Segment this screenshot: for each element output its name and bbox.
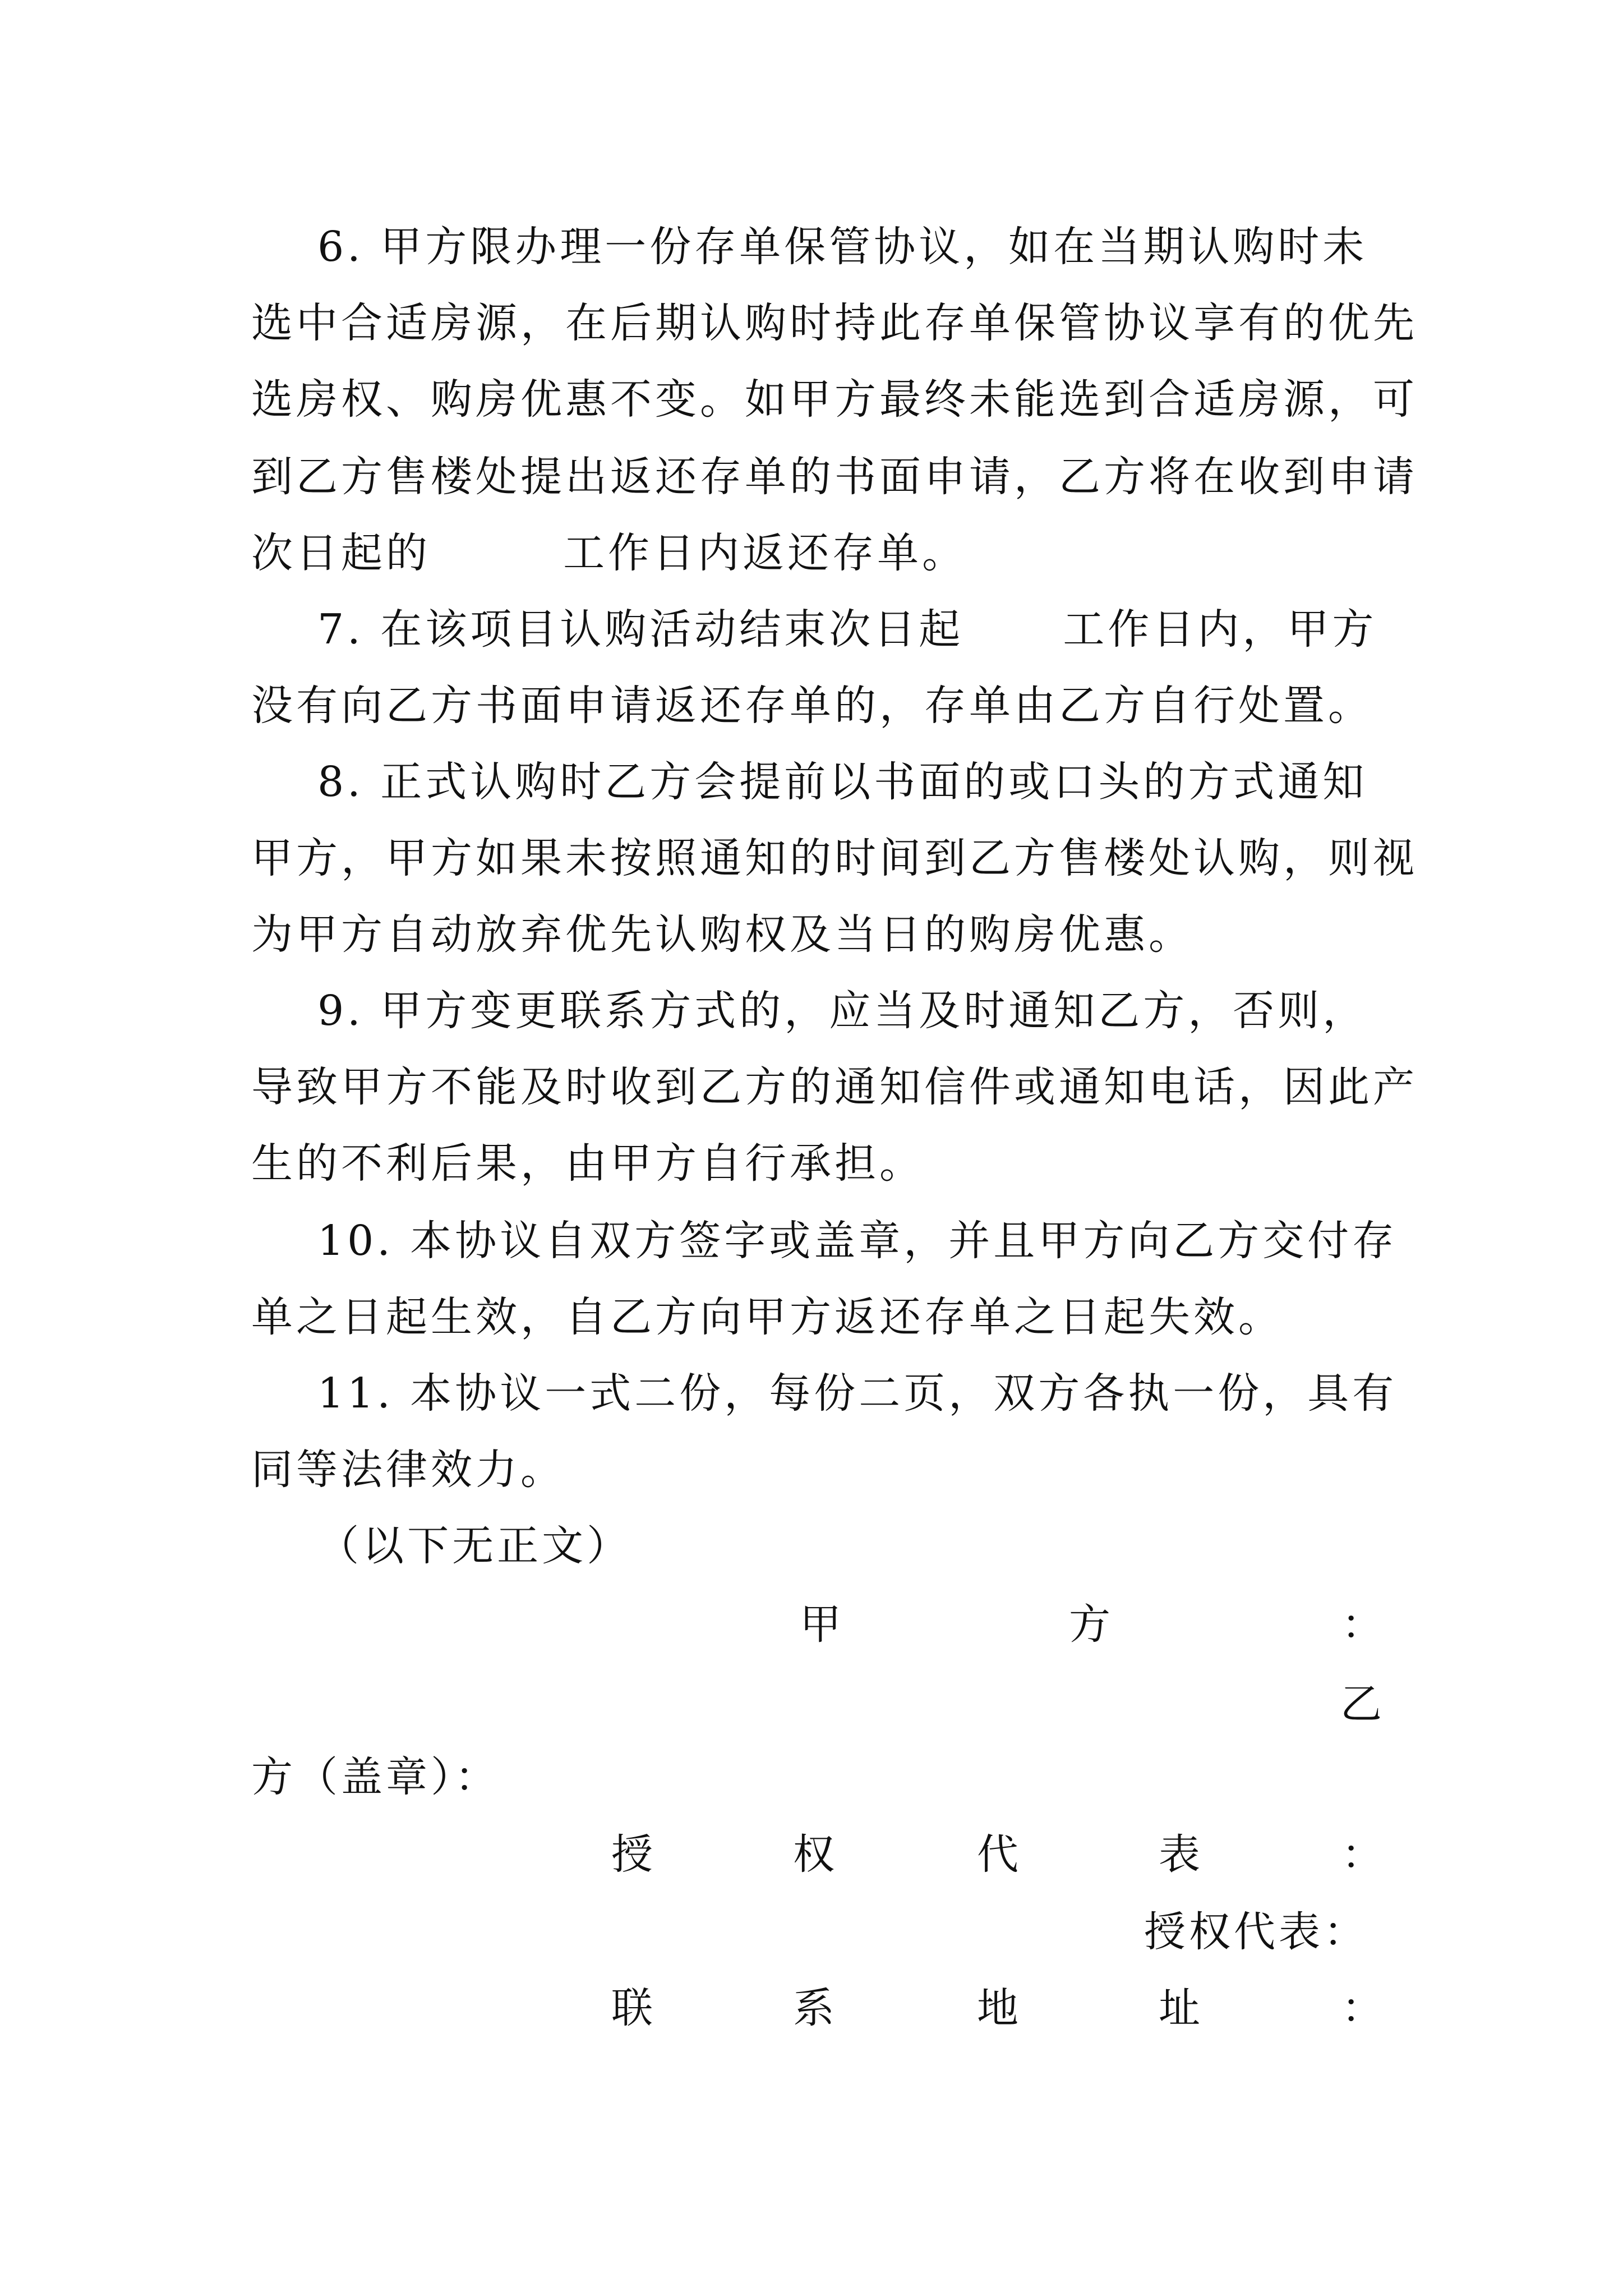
paragraph-line: 到乙方售楼处提出返还存单的书面申请，乙方将在收到申请 xyxy=(251,453,1418,501)
paragraph-line: 6. 甲方限办理一份存单保管协议，如在当期认购时未 xyxy=(251,223,1368,271)
auth-rep-char-3: 代 xyxy=(977,1830,1018,1879)
paragraph-line: 为甲方自动放弃优先认购权及当日的购房优惠。 xyxy=(251,910,1193,959)
paragraph-line: 生的不利后果，由甲方自行承担。 xyxy=(251,1139,924,1188)
paragraph-line: 次日起的 工作日内返还存单。 xyxy=(251,529,967,577)
paragraph-line: 11. 本协议一式二份，每份二页，双方各执一份，具有 xyxy=(251,1369,1398,1418)
party-b-seal-label: 方（盖章）： xyxy=(251,1753,500,1801)
paragraph-line: 选中合适房源，在后期认购时持此存单保管协议享有的优先 xyxy=(251,299,1418,347)
auth-rep-char-1: 授 xyxy=(611,1830,653,1879)
address-char-3: 地 xyxy=(977,1984,1018,2032)
no-more-text-note: （以下无正文） xyxy=(251,1522,632,1570)
paragraph-line: 10. 本协议自双方签字或盖章，并且甲方向乙方交付存 xyxy=(251,1217,1398,1265)
paragraph-line: 选房权、购房优惠不变。如甲方最终未能选到合适房源，可 xyxy=(251,375,1418,424)
paragraph-line: 7. 在该项目认购活动结束次日起 工作日内，甲方 xyxy=(251,605,1377,654)
paragraph-line: 没有向乙方书面申请返还存单的，存单由乙方自行处置。 xyxy=(251,682,1373,730)
party-b-char: 乙 xyxy=(1340,1680,1382,1728)
party-a-char-2: 方 xyxy=(1069,1600,1110,1649)
paragraph-line: 甲方，甲方如果未按照通知的时间到乙方售楼处认购，则视 xyxy=(251,834,1418,882)
party-a-char-1: 甲 xyxy=(800,1600,841,1649)
paragraph-line: 单之日起生效，自乙方向甲方返还存单之日起失效。 xyxy=(251,1293,1283,1341)
party-a-colon: ： xyxy=(1341,1600,1383,1649)
paragraph-line: 同等法律效力。 xyxy=(251,1446,565,1494)
paragraph-line: 8. 正式认购时乙方会提前以书面的或口头的方式通知 xyxy=(251,758,1368,806)
auth-rep-colon: ： xyxy=(1341,1830,1383,1879)
auth-rep-char-4: 表 xyxy=(1159,1830,1200,1879)
address-char-4: 址 xyxy=(1159,1984,1200,2032)
auth-rep-label-b: 授权代表： xyxy=(1144,1908,1368,1956)
address-char-2: 系 xyxy=(793,1984,834,2032)
auth-rep-char-2: 权 xyxy=(793,1830,834,1879)
paragraph-line: 导致甲方不能及时收到乙方的通知信件或通知电话，因此产 xyxy=(251,1063,1418,1111)
paragraph-line: 9. 甲方变更联系方式的，应当及时通知乙方，否则， xyxy=(251,987,1368,1035)
address-char-1: 联 xyxy=(611,1984,653,2032)
address-colon: ： xyxy=(1341,1984,1383,2032)
